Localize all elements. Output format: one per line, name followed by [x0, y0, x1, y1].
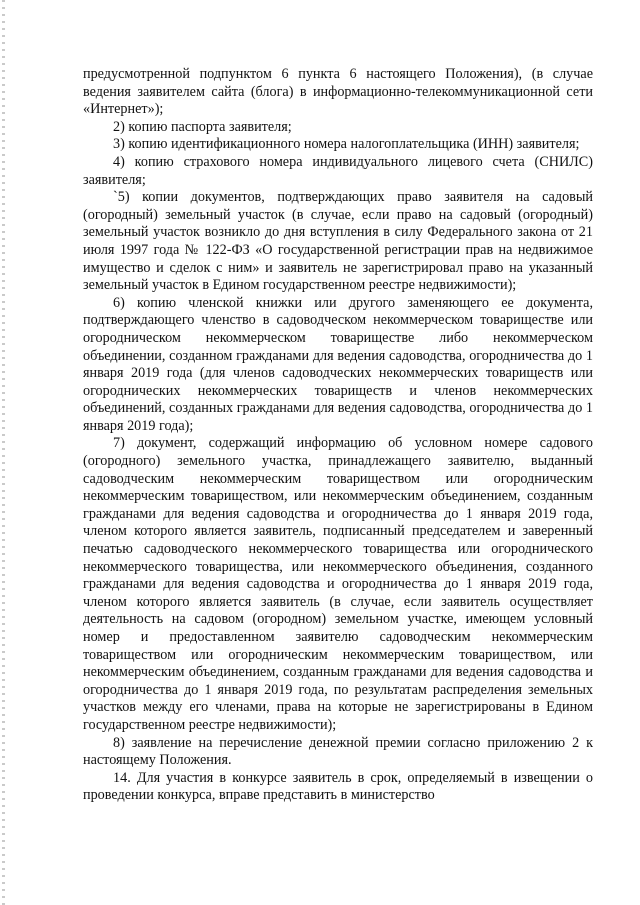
paragraph-item-2: 2) копию паспорта заявителя; [113, 118, 292, 135]
document-body [83, 66, 593, 805]
paragraph-item-8: 8) заявление на перечисление денежной премии согласно приложению 2 к настоящему Положения. [83, 734, 593, 769]
paragraph-item-3: 3) копию идентификационного номера налогоплательщика (ИНН) заявителя; [113, 136, 580, 153]
paragraph-section-14: 14. Для участия в конкурсе заявитель в срок, определяемый в извещении о проведении конкурса, вправе представить в министерство [83, 769, 593, 804]
paragraph-item-5: `5) копии документов, подтверждающих право заявителя на садовый (огородный) земельный участок (в случае, если право на садовый (огородный) земельный участок возникло до дня вступления в силу Федерального закона от 21 июля 1997 года № 122-ФЗ «О государственной регистрации прав на недвижимое имущество и сделок с ним» и заявитель не зарегистрировал право на указанный земельный участок в Едином государственном реестре недвижимости); [83, 189, 593, 294]
paragraph-continuation: предусмотренной подпунктом 6 пункта 6 настоящего Положения), (в случае ведения заявителем сайта (блога) в информационно-телекоммуникационной сети «Интернет»); [83, 66, 593, 118]
paragraph-item-6: 6) копию членской книжки или другого заменяющего ее документа, подтверждающего членство в садоводческом некоммерческом товариществе или огородническом некоммерческом товариществе либо некоммерческом объединении, созданном гражданами для ведения садоводства, огородничества до 1 января 2019 года (для членов садоводческих некоммерческих товариществ или огороднических некоммерческих товариществ и членов некоммерческих объединений, созданных гражданами для ведения садоводства, огородничества до 1 января 2019 года); [83, 294, 593, 434]
paragraph-item-4: 4) копию страхового номера индивидуального лицевого счета (СНИЛС) заявителя; [83, 153, 593, 188]
paragraph-item-7: 7) документ, содержащий информацию об условном номере садового (огородного) земельного участка, принадлежащего заявителю, выданный садоводческим некоммерческим товариществом или огородническим некоммерческим товариществом, или некоммерческим объединением, созданным гражданами для ведения садоводства и огородничества до 1 января 2019 года, членом которого является заявитель, подписанный председателем и заверенный печатью садоводческого некоммерческого товарищества или огороднического некоммерческого товарищества, или некоммерческого объединения, созданного гражданами для ведения садоводства и огородничества до 1 января 2019 года, членом которого является заявитель (в случае, если заявитель осуществляет деятельность на садовом (огородном) земельном участке, имеющем условный номер и предоставленном заявителю садоводческим некоммерческим товариществом или огородническим некоммерческим товариществом, или некоммерческим объединением, созданным гражданами для ведения садоводства и огородничества до 1 января 2019 года, по результатам распределения земельных участков между его членами, права на которые не зарегистрированы в Едином государственном реестре недвижимости); [83, 435, 593, 733]
scan-edge-marks [2, 0, 5, 905]
